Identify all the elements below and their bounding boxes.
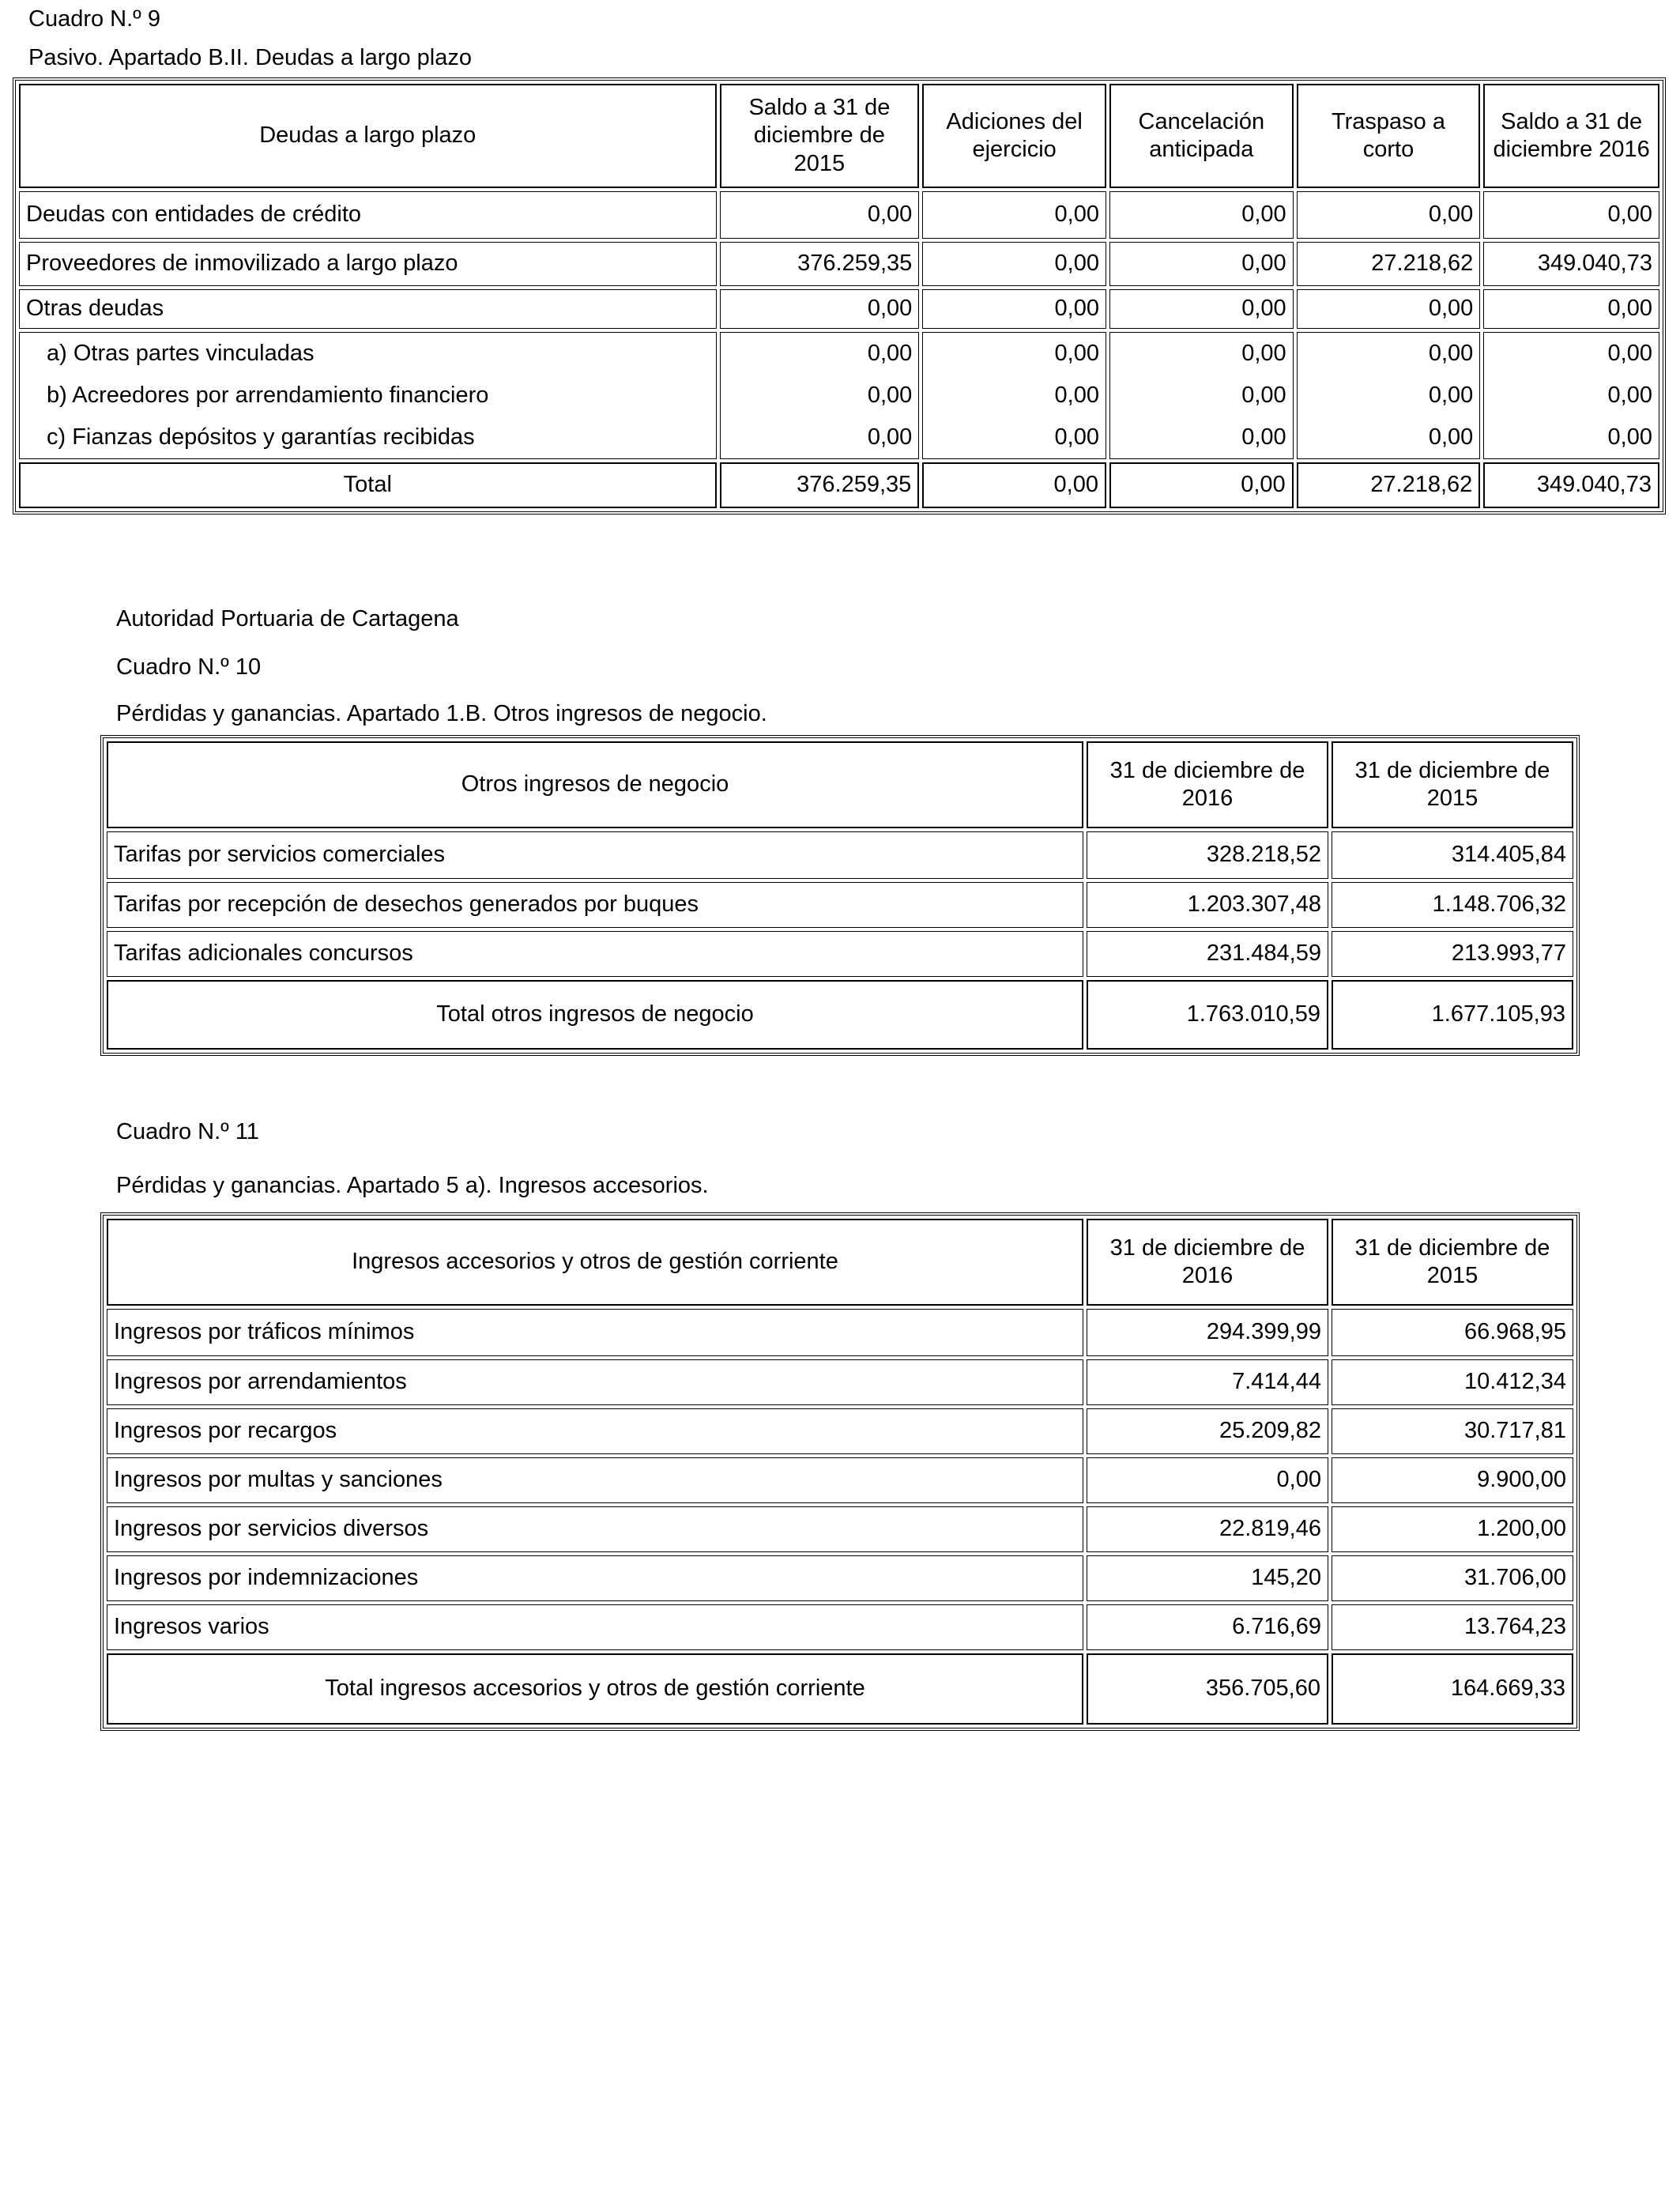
table-row bbox=[107, 1457, 1573, 1503]
cell-value: 0,00 bbox=[1109, 242, 1294, 286]
table10-header-row bbox=[107, 741, 1573, 828]
total-label: Total ingresos accesorios y otros de gestión corriente bbox=[107, 1653, 1083, 1725]
subrow-values bbox=[1109, 332, 1294, 459]
cell-value: 0,00 bbox=[1428, 341, 1474, 366]
subrow-values bbox=[922, 332, 1106, 459]
table9-total-row bbox=[19, 462, 1659, 508]
table-row bbox=[107, 882, 1573, 928]
total-value: 164.669,33 bbox=[1332, 1653, 1573, 1725]
row-label: Proveedores de inmovilizado a largo plazo bbox=[19, 242, 717, 286]
table10-header-concept: Otros ingresos de negocio bbox=[107, 741, 1083, 828]
row-label: Deudas con entidades de crédito bbox=[19, 191, 717, 239]
row-label: Tarifas por recepción de desechos generados por buques bbox=[107, 882, 1083, 928]
subrow-labels bbox=[19, 332, 717, 459]
cell-value: 6.716,69 bbox=[1087, 1604, 1328, 1650]
row-label: Ingresos por indemnizaciones bbox=[107, 1555, 1083, 1601]
cell-value: 0,00 bbox=[922, 242, 1106, 286]
table9 bbox=[13, 77, 1666, 515]
cell-value: 213.993,77 bbox=[1332, 931, 1573, 977]
cell-value: 0,00 bbox=[867, 383, 913, 408]
cell-value: 30.717,81 bbox=[1332, 1408, 1573, 1454]
cell-value: 0,00 bbox=[867, 341, 913, 366]
table9-header-concept: Deudas a largo plazo bbox=[19, 84, 717, 188]
table9-caption-title: Pasivo. Apartado B.II. Deudas a largo plazo bbox=[28, 45, 473, 70]
table9-header-saldo-2016: Saldo a 31 de diciembre 2016 bbox=[1483, 84, 1659, 188]
cell-value: 0,00 bbox=[1483, 289, 1659, 329]
total-value: 1.677.105,93 bbox=[1332, 980, 1573, 1050]
cell-value: 66.968,95 bbox=[1332, 1309, 1573, 1356]
total-value: 349.040,73 bbox=[1483, 462, 1659, 508]
cell-value: 0,00 bbox=[1297, 289, 1481, 329]
table-row bbox=[19, 289, 1659, 329]
table9-header-row bbox=[19, 84, 1659, 188]
table10-header-2015: 31 de diciembre de 2015 bbox=[1332, 741, 1573, 828]
table-row bbox=[107, 931, 1573, 977]
row-label: Tarifas por servicios comerciales bbox=[107, 831, 1083, 879]
table10-caption-title: Pérdidas y ganancias. Apartado 1.B. Otros ingresos de negocio. bbox=[116, 701, 767, 726]
cell-value: 314.405,84 bbox=[1332, 831, 1573, 879]
cell-value: 0,00 bbox=[720, 191, 920, 239]
cell-value: 1.200,00 bbox=[1332, 1506, 1573, 1552]
cell-value: 7.414,44 bbox=[1087, 1359, 1328, 1405]
subrow-label: b) Acreedores por arrendamiento financiero bbox=[47, 383, 489, 408]
table-row bbox=[107, 1309, 1573, 1356]
table10 bbox=[100, 735, 1580, 1056]
cell-value: 145,20 bbox=[1087, 1555, 1328, 1601]
table11 bbox=[100, 1212, 1580, 1731]
table11-header-concept: Ingresos accesorios y otros de gestión corriente bbox=[107, 1219, 1083, 1306]
cell-value: 0,00 bbox=[1087, 1457, 1328, 1503]
table9-caption-number: Cuadro N.º 9 bbox=[28, 6, 160, 32]
cell-value: 0,00 bbox=[1241, 341, 1286, 366]
total-label: Total otros ingresos de negocio bbox=[107, 980, 1083, 1050]
table11-total-row bbox=[107, 1653, 1573, 1725]
cell-value: 0,00 bbox=[867, 424, 913, 450]
subrow-values bbox=[720, 332, 920, 459]
subrow-label: c) Fianzas depósitos y garantías recibidas bbox=[47, 424, 475, 450]
table11-header-row bbox=[107, 1219, 1573, 1306]
cell-value: 31.706,00 bbox=[1332, 1555, 1573, 1601]
cell-value: 349.040,73 bbox=[1483, 242, 1659, 286]
cell-value: 0,00 bbox=[922, 191, 1106, 239]
cell-value: 0,00 bbox=[1483, 191, 1659, 239]
total-value: 356.705,60 bbox=[1087, 1653, 1328, 1725]
table9-header-cancelacion: Cancelación anticipada bbox=[1109, 84, 1294, 188]
row-label: Ingresos por multas y sanciones bbox=[107, 1457, 1083, 1503]
total-value: 0,00 bbox=[1109, 462, 1294, 508]
subrow-values bbox=[1483, 332, 1659, 459]
table10-header-2016: 31 de diciembre de 2016 bbox=[1087, 741, 1328, 828]
cell-value: 0,00 bbox=[1109, 191, 1294, 239]
table-row bbox=[107, 1408, 1573, 1454]
cell-value: 1.203.307,48 bbox=[1087, 882, 1328, 928]
table10-organization: Autoridad Portuaria de Cartagena bbox=[116, 606, 459, 631]
cell-value: 231.484,59 bbox=[1087, 931, 1328, 977]
cell-value: 0,00 bbox=[1297, 191, 1481, 239]
table11-caption-number: Cuadro N.º 11 bbox=[116, 1119, 259, 1144]
cell-value: 294.399,99 bbox=[1087, 1309, 1328, 1356]
cell-value: 376.259,35 bbox=[720, 242, 920, 286]
table11-caption-title: Pérdidas y ganancias. Apartado 5 a). Ingresos accesorios. bbox=[116, 1173, 709, 1198]
cell-value: 0,00 bbox=[720, 289, 920, 329]
table-row bbox=[107, 1506, 1573, 1552]
subrow-values bbox=[1297, 332, 1481, 459]
total-value: 376.259,35 bbox=[720, 462, 920, 508]
cell-value: 22.819,46 bbox=[1087, 1506, 1328, 1552]
table11-header-2016: 31 de diciembre de 2016 bbox=[1087, 1219, 1328, 1306]
table-row bbox=[19, 242, 1659, 286]
table10-caption-number: Cuadro N.º 10 bbox=[116, 654, 262, 680]
row-label: Ingresos por arrendamientos bbox=[107, 1359, 1083, 1405]
cell-value: 1.148.706,32 bbox=[1332, 882, 1573, 928]
row-label: Ingresos varios bbox=[107, 1604, 1083, 1650]
cell-value: 0,00 bbox=[1109, 289, 1294, 329]
cell-value: 0,00 bbox=[1607, 383, 1652, 408]
table-row bbox=[19, 191, 1659, 239]
total-value: 27.218,62 bbox=[1297, 462, 1481, 508]
table9-header-traspaso: Traspaso a corto bbox=[1297, 84, 1481, 188]
total-value: 0,00 bbox=[922, 462, 1106, 508]
cell-value: 13.764,23 bbox=[1332, 1604, 1573, 1650]
cell-value: 27.218,62 bbox=[1297, 242, 1481, 286]
cell-value: 0,00 bbox=[1054, 341, 1099, 366]
cell-value: 328.218,52 bbox=[1087, 831, 1328, 879]
table-row bbox=[107, 1604, 1573, 1650]
table-row bbox=[107, 1359, 1573, 1405]
total-value: 1.763.010,59 bbox=[1087, 980, 1328, 1050]
cell-value: 0,00 bbox=[1241, 383, 1286, 408]
cell-value: 0,00 bbox=[1241, 424, 1286, 450]
row-label: Otras deudas bbox=[19, 289, 717, 329]
cell-value: 0,00 bbox=[1607, 341, 1652, 366]
cell-value: 0,00 bbox=[1054, 383, 1099, 408]
table9-subrows-group bbox=[19, 332, 1659, 459]
cell-value: 9.900,00 bbox=[1332, 1457, 1573, 1503]
table-row bbox=[107, 831, 1573, 879]
row-label: Tarifas adicionales concursos bbox=[107, 931, 1083, 977]
cell-value: 0,00 bbox=[1428, 424, 1474, 450]
cell-value: 0,00 bbox=[922, 289, 1106, 329]
table9-header-saldo-2015: Saldo a 31 de diciembre de 2015 bbox=[720, 84, 920, 188]
cell-value: 0,00 bbox=[1054, 424, 1099, 450]
cell-value: 10.412,34 bbox=[1332, 1359, 1573, 1405]
row-label: Ingresos por tráficos mínimos bbox=[107, 1309, 1083, 1356]
table11-header-2015: 31 de diciembre de 2015 bbox=[1332, 1219, 1573, 1306]
row-label: Ingresos por servicios diversos bbox=[107, 1506, 1083, 1552]
row-label: Ingresos por recargos bbox=[107, 1408, 1083, 1454]
subrow-label: a) Otras partes vinculadas bbox=[47, 341, 315, 366]
cell-value: 25.209,82 bbox=[1087, 1408, 1328, 1454]
table-row bbox=[107, 1555, 1573, 1601]
table10-total-row bbox=[107, 980, 1573, 1050]
cell-value: 0,00 bbox=[1607, 424, 1652, 450]
total-label: Total bbox=[19, 462, 717, 508]
cell-value: 0,00 bbox=[1428, 383, 1474, 408]
table9-header-adiciones: Adiciones del ejercicio bbox=[922, 84, 1106, 188]
